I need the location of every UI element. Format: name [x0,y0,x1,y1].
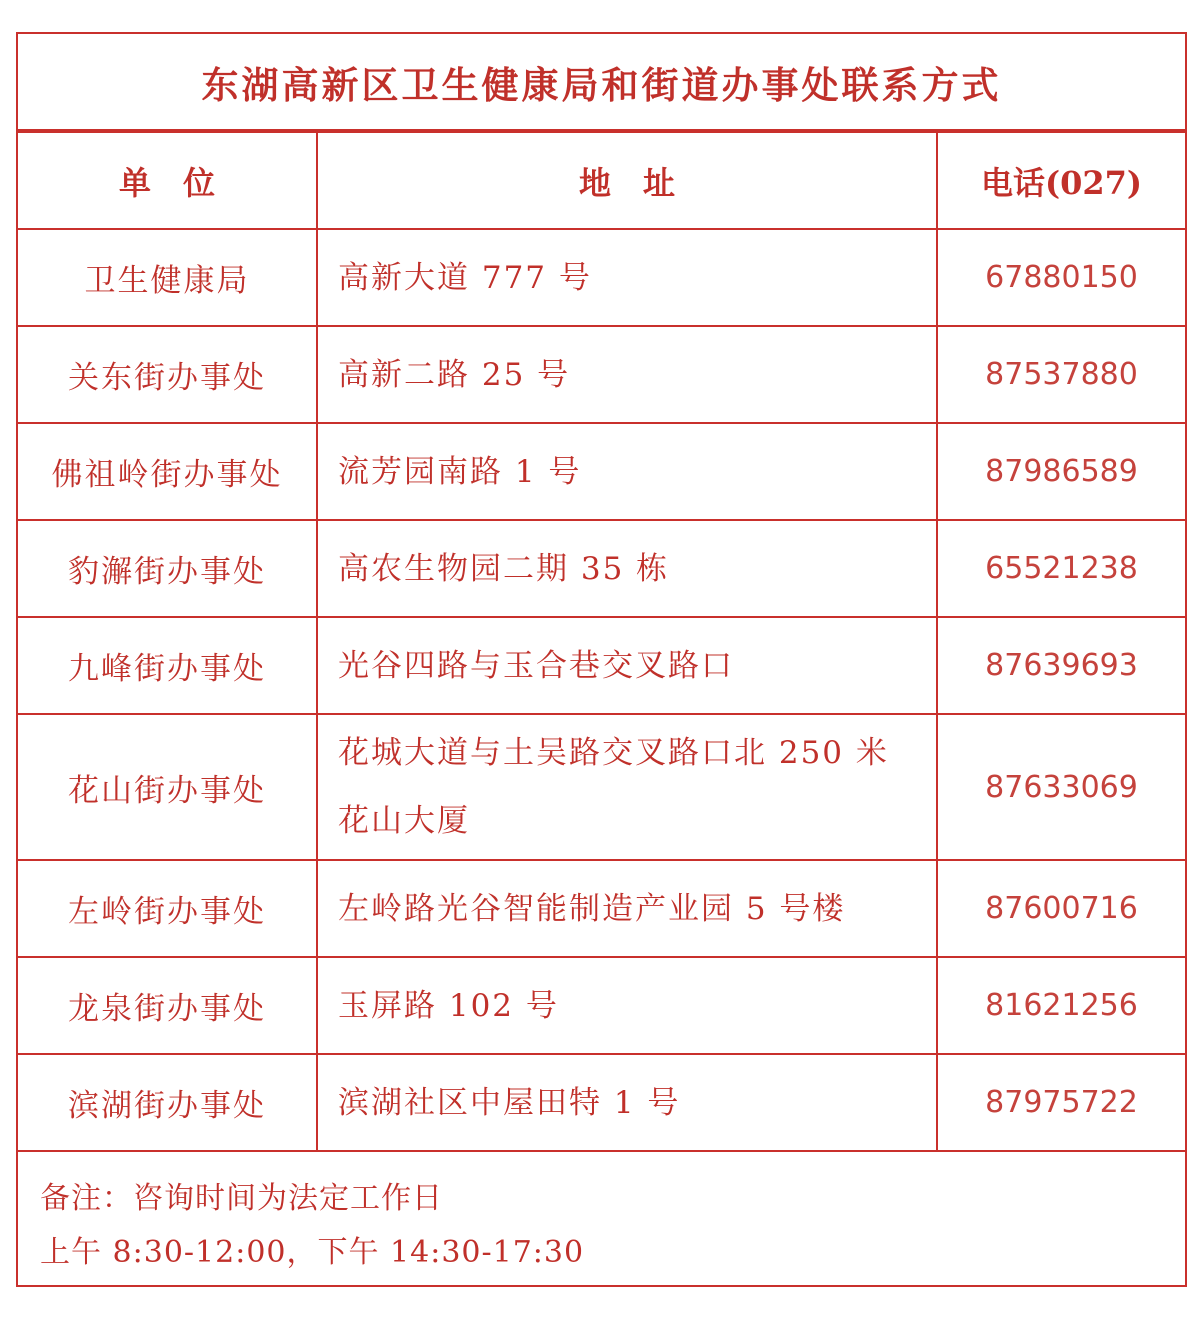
unit-cell: 九峰街办事处 [18,617,317,714]
unit-cell: 滨湖街办事处 [18,1054,317,1151]
header-phone: 电话(027) [937,132,1185,229]
header-unit: 单 位 [18,132,317,229]
table-row [18,229,1185,326]
note-line-2: 上午 8:30-12:00，下午 14:30-17:30 [40,1235,585,1270]
unit-cell: 花山街办事处 [18,714,317,860]
table-row [18,617,1185,714]
unit-cell: 左岭街办事处 [18,860,317,957]
phone-cell: 87975722 [937,1054,1185,1151]
phone-cell: 87639693 [937,617,1185,714]
contact-table-document [16,32,1187,1287]
phone-cell: 87537880 [937,326,1185,423]
phone-cell: 81621256 [937,957,1185,1054]
table-row [18,714,1185,860]
table-row [18,957,1185,1054]
phone-cell: 87633069 [937,714,1185,860]
table-row [18,423,1185,520]
note-section [18,1150,1185,1285]
unit-cell: 佛祖岭街办事处 [18,423,317,520]
note-line-1: 备注：咨询时间为法定工作日 [40,1181,443,1216]
table-header-row [18,132,1185,229]
address-cell: 玉屏路 102 号 [317,957,937,1054]
unit-cell: 关东街办事处 [18,326,317,423]
address-cell: 滨湖社区中屋田特 1 号 [317,1054,937,1151]
header-address: 地 址 [317,132,937,229]
table-row [18,1054,1185,1151]
address-line-1: 花城大道与土吴路交叉路口北 250 米 [338,735,889,771]
address-cell: 流芳园南路 1 号 [317,423,937,520]
unit-cell: 龙泉街办事处 [18,957,317,1054]
table-row [18,520,1185,617]
address-cell: 高农生物园二期 35 栋 [317,520,937,617]
contact-table [18,131,1185,1152]
table-row [18,860,1185,957]
document-title: 东湖高新区卫生健康局和街道办事处联系方式 [18,34,1185,131]
phone-cell: 87986589 [937,423,1185,520]
address-line-2: 花山大厦 [338,803,470,839]
unit-cell: 豹澥街办事处 [18,520,317,617]
phone-cell: 67880150 [937,229,1185,326]
address-cell: 高新大道 777 号 [317,229,937,326]
address-cell [317,714,937,860]
unit-cell: 卫生健康局 [18,229,317,326]
phone-cell: 87600716 [937,860,1185,957]
address-cell: 光谷四路与玉合巷交叉路口 [317,617,937,714]
phone-cell: 65521238 [937,520,1185,617]
table-row [18,326,1185,423]
address-cell: 高新二路 25 号 [317,326,937,423]
address-cell: 左岭路光谷智能制造产业园 5 号楼 [317,860,937,957]
